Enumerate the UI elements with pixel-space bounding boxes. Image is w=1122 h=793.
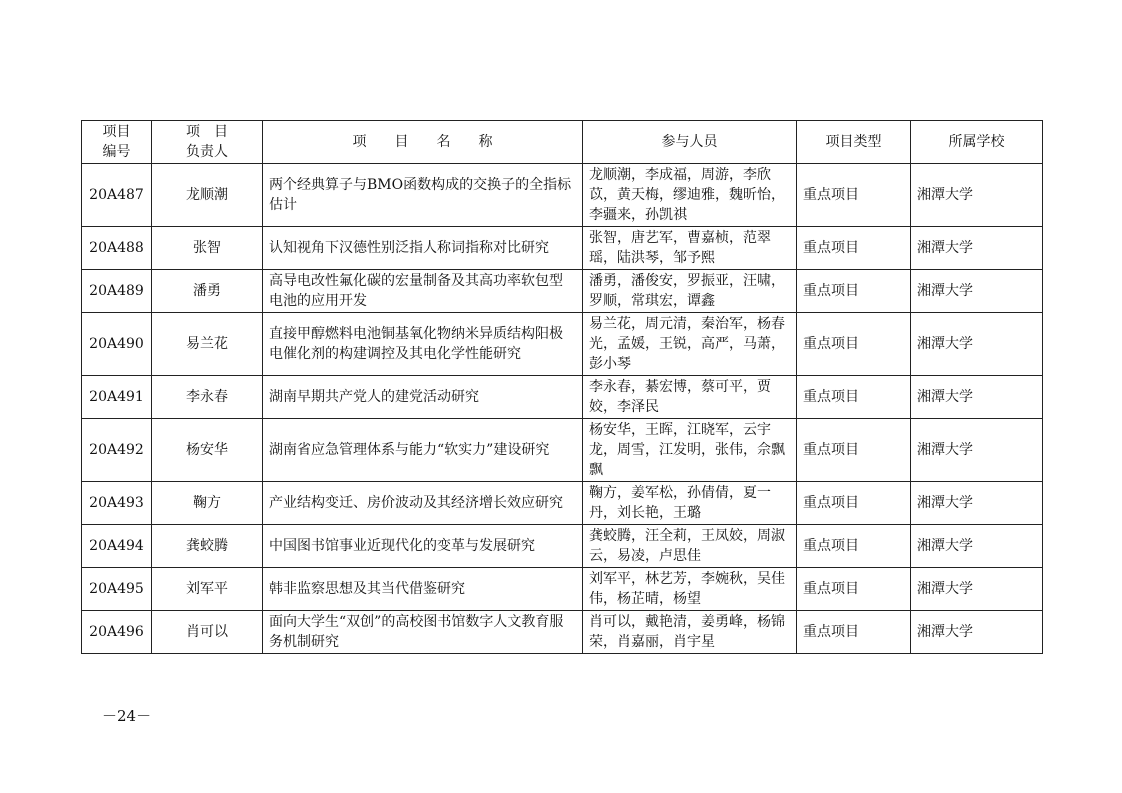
table-row [82,482,1043,525]
header-project-name-label: 项 目 名 称 [352,134,493,150]
cell-school: 湘潭大学 [911,227,1043,270]
cell-leader: 龚蛟腾 [152,525,263,568]
cell-project-name: 湖南省应急管理体系与能力“软实力”建设研究 [263,419,583,482]
cell-project-no: 20A489 [82,270,152,313]
cell-project-no: 20A488 [82,227,152,270]
cell-project-type: 重点项目 [797,313,911,376]
cell-school: 湘潭大学 [911,164,1043,227]
cell-project-name: 产业结构变迁、房价波动及其经济增长效应研究 [263,482,583,525]
cell-project-no: 20A487 [82,164,152,227]
cell-members: 龙顺潮，李成福，周游，李欣苡，黄天梅，缪迪雅，魏昕怡，李疆来，孙凯祺 [583,164,797,227]
cell-project-type: 重点项目 [797,227,911,270]
header-project-no [82,121,152,164]
table-row [82,419,1043,482]
cell-members: 张智，唐艺军，曹嘉桢，范翠瑶，陆洪琴，邹予熙 [583,227,797,270]
cell-members: 刘军平，林艺芳，李婉秋，吴佳伟，杨芷晴，杨望 [583,568,797,611]
header-leader-line1: 项 目 [186,124,228,140]
cell-leader: 龙顺潮 [152,164,263,227]
header-project-name [263,121,583,164]
header-members: 参与人员 [583,121,797,164]
cell-school: 湘潭大学 [911,482,1043,525]
cell-project-name: 直接甲醇燃料电池铜基氧化物纳米异质结构阳极电催化剂的构建调控及其电化学性能研究 [263,313,583,376]
cell-leader: 刘军平 [152,568,263,611]
cell-project-type: 重点项目 [797,419,911,482]
table-row [82,611,1043,654]
table-row [82,227,1043,270]
table-row [82,376,1043,419]
cell-project-type: 重点项目 [797,376,911,419]
cell-leader: 李永春 [152,376,263,419]
cell-leader: 肖可以 [152,611,263,654]
cell-project-type: 重点项目 [797,482,911,525]
cell-school: 湘潭大学 [911,376,1043,419]
cell-project-name: 两个经典算子与BMO函数构成的交换子的全指标估计 [263,164,583,227]
header-project-no-line1: 项目 [102,124,131,140]
cell-project-type: 重点项目 [797,611,911,654]
cell-members: 潘勇，潘俊安，罗振亚，汪啸，罗顺，常琪宏，谭鑫 [583,270,797,313]
cell-project-name: 湖南早期共产党人的建党活动研究 [263,376,583,419]
cell-members: 杨安华，王晖，江晓军，云宇龙，周雪，江发明，张伟，佘飘飘 [583,419,797,482]
cell-leader: 杨安华 [152,419,263,482]
project-table [81,120,1043,654]
cell-leader: 潘勇 [152,270,263,313]
cell-school: 湘潭大学 [911,611,1043,654]
cell-project-no: 20A492 [82,419,152,482]
page-number: －24－ [102,707,152,725]
table-row [82,164,1043,227]
header-school: 所属学校 [911,121,1043,164]
cell-project-type: 重点项目 [797,525,911,568]
cell-project-name: 面向大学生“双创”的高校图书馆数字人文教育服务机制研究 [263,611,583,654]
cell-members: 肖可以，戴艳清，姜勇峰，杨锦荣，肖嘉丽，肖宇星 [583,611,797,654]
header-project-type: 项目类型 [797,121,911,164]
header-project-no-line2: 编号 [102,144,131,160]
table-row [82,313,1043,376]
cell-project-no: 20A491 [82,376,152,419]
cell-project-name: 高导电改性氟化碳的宏量制备及其高功率软包型电池的应用开发 [263,270,583,313]
table-row [82,525,1043,568]
header-leader [152,121,263,164]
cell-project-no: 20A490 [82,313,152,376]
cell-school: 湘潭大学 [911,270,1043,313]
cell-leader: 易兰花 [152,313,263,376]
cell-project-no: 20A493 [82,482,152,525]
cell-school: 湘潭大学 [911,525,1043,568]
header-leader-line2: 负责人 [186,144,228,160]
cell-project-no: 20A495 [82,568,152,611]
cell-members: 易兰花，周元清，秦治军，杨春光，孟媛，王锐，高严，马萧，彭小琴 [583,313,797,376]
cell-leader: 张智 [152,227,263,270]
cell-school: 湘潭大学 [911,568,1043,611]
cell-members: 李永春，綦宏博，蔡可平，贾姣，李泽民 [583,376,797,419]
cell-project-name: 韩非监察思想及其当代借鉴研究 [263,568,583,611]
cell-members: 鞠方，姜军松，孙倩倩，夏一丹，刘长艳，王璐 [583,482,797,525]
cell-project-no: 20A496 [82,611,152,654]
cell-school: 湘潭大学 [911,313,1043,376]
cell-project-type: 重点项目 [797,568,911,611]
header-row [82,121,1043,164]
cell-school: 湘潭大学 [911,419,1043,482]
table-row [82,270,1043,313]
cell-project-no: 20A494 [82,525,152,568]
table-row [82,568,1043,611]
cell-members: 龚蛟腾，汪全莉，王凤姣，周淑云，易凌，卢思佳 [583,525,797,568]
cell-project-name: 中国图书馆事业近现代化的变革与发展研究 [263,525,583,568]
cell-project-name: 认知视角下汉德性别泛指人称词指称对比研究 [263,227,583,270]
cell-project-type: 重点项目 [797,164,911,227]
cell-leader: 鞠方 [152,482,263,525]
cell-project-type: 重点项目 [797,270,911,313]
